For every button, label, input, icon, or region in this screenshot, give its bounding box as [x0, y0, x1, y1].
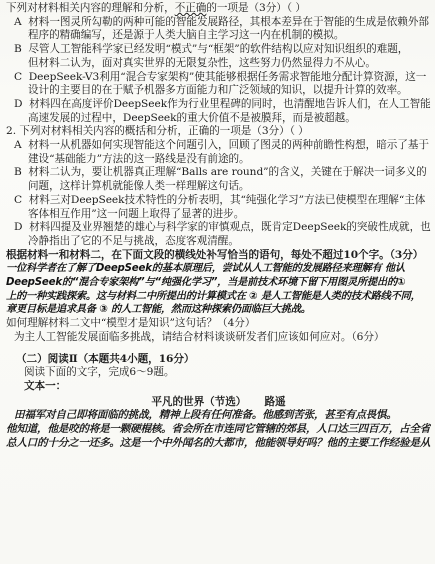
question2-number: 2. — [6, 125, 17, 138]
question1-option-a — [6, 16, 431, 30]
question2-option-b — [6, 166, 431, 180]
article-title-row — [6, 396, 431, 410]
page-content — [6, 2, 431, 451]
option-text: 材料四提及业界翘楚的雄心与科学家的审慎观点，既肯定DeepSeek的突破性成就，也 — [29, 221, 431, 234]
option-label: B — [14, 43, 22, 56]
question1-option-d — [6, 98, 431, 112]
question3-line-4: 章更目标是追求具备 ③ 的人工智能，然而这种探索仍面临巨大挑战。 — [6, 304, 311, 316]
option-text: 设计的主要目的在于赋予机器多方面能力和广泛领域的知识，以提升计算的效率。 — [28, 84, 408, 97]
question4-line-1: 如何理解材料二文中“模型才是知识”这句话？（4分） — [6, 317, 256, 330]
question2-stem-text: 下列对材料相关内容的概括和分析，正确的一项是（3分）（ ） — [19, 125, 309, 138]
text-label: 文本一： — [24, 379, 67, 392]
option-text: 材料一图灵所勾勒的两种可能的智能发展路径，其根本差异在于智能的生成是依赖外部 — [28, 15, 429, 28]
question2-stem — [6, 125, 431, 139]
question2-option-c-cont — [6, 208, 431, 222]
question2-option-d — [6, 221, 431, 235]
article-author: 路遥 — [264, 395, 286, 408]
option-text: 尽管人工智能科学家已经发明“模式”与“框架”的软件结构以应对知识组织的难题， — [28, 43, 409, 56]
question2-option-d-cont — [6, 235, 431, 249]
question1-stem-emphasis: 不正确 — [174, 2, 207, 14]
question1-option-c — [6, 71, 431, 85]
option-text: 材料三对DeepSeek技术特性的分析表明，其“纯强化学习”方法已使模型在理解“主体 — [28, 193, 426, 206]
question1-option-d-cont — [6, 112, 431, 126]
option-text: 建设“基础能力”方法的这一路线是没有前途的。 — [28, 152, 250, 165]
article-line-1: 田福军对自己即将面临的挑战，精神上段有任何准备。他感到苦张，甚至有点畏惧。 — [14, 409, 397, 422]
option-text: 冷静指出了它的不足与挑战，态度客观清醒。 — [28, 234, 239, 247]
question1-option-a-cont — [6, 29, 431, 43]
question2-option-a-cont — [6, 153, 431, 167]
option-text: 客体相互作用”这一问题上取得了显著的进步。 — [28, 207, 245, 220]
option-text: 材料二认为，要让机器真正理解“Balls are round”的含义，关键在于解决一词多义的 — [28, 166, 427, 179]
option-text: 问题，这样计算机就能像人类一样理解这句话。 — [28, 180, 250, 193]
option-label: C — [14, 193, 23, 206]
question2-option-c — [6, 194, 431, 208]
option-label: D — [14, 97, 23, 110]
section-instruction: 阅读下面的文字，完成6～9题。 — [24, 366, 175, 379]
option-label: A — [14, 139, 22, 152]
option-label: C — [14, 70, 23, 83]
option-label: B — [14, 166, 22, 179]
question1-option-b — [6, 43, 431, 57]
section-heading: （二）阅读Ⅱ（本题共4小题，16分） — [16, 352, 195, 365]
option-text: 材料四在高度评价DeepSeek作为行业里程碑的同时，也清醒地告诉人们，在人工智能 — [29, 97, 431, 110]
question3-line-1: 一位科学者在了解了DeepSeek的基本原理后，尝试从人工智能的发展路径来理解有 他认 — [6, 263, 405, 275]
question3-line-2: DeepSeek的“混合专家架构”与“纯强化学习”，当是前技术环境下留下用图灵所提出的① — [6, 277, 406, 289]
question1-stem — [6, 2, 431, 16]
question3-line-3: 上的一种实践探索。这与材料二中所提出的计算模式在 ② 是人工智能是人类的技术路线不同， — [6, 290, 421, 302]
question4-line-2: 为主人工智能发展面临多挑战，请结合材料谈谈研发者们应该如何应对。（6分） — [14, 330, 385, 343]
question1-stem-suffix: 的一项是（3分）（ ） — [206, 2, 306, 14]
option-text: DeepSeek-V3利用“混合专家架构”使其能够根据任务需求智能地分配计算资源，这一 — [28, 70, 427, 83]
question2-option-a — [6, 139, 431, 153]
article-line-2: 他知道，他是咬的将是一颗硬棍核。省会所在市连同它管辖的郊县，人口达三四百万，占全省 — [6, 423, 431, 436]
article-title: 平凡的世界（节选） — [151, 395, 247, 408]
option-text: 材料一从机器如何实现智能这个问题引入，回顾了图灵的两种前瞻性构想，暗示了基于 — [28, 139, 429, 152]
article-line-3: 总人口的十分之一还多。这是一个中外闻名的大都市，他能领导好吗？他的主要工作经验是从 — [6, 436, 431, 449]
question3-stem: 根据材料一和材料二，在下面文段的横线处补写恰当的语句，每处不超过10个字。（3分） — [6, 248, 424, 261]
option-text: 但材料二认为，面对真实世界的无限复杂性，这些努力仍然显得力不从心。 — [28, 56, 376, 69]
option-label: A — [14, 15, 22, 28]
question1-option-b-cont — [6, 57, 431, 71]
option-text: 高速发展的过程中，DeepSeek的重大价值不是被膜拜，而是被超越。 — [28, 111, 356, 124]
question1-option-c-cont — [6, 84, 431, 98]
question2-option-b-cont — [6, 180, 431, 194]
question1-stem-prefix: 下列对材料相关内容的理解和分析， — [6, 2, 175, 14]
option-text: 程序的精确编写，还是源于人类大脑自主学习这一内在机制的模拟。 — [28, 29, 345, 42]
option-label: D — [14, 221, 23, 234]
